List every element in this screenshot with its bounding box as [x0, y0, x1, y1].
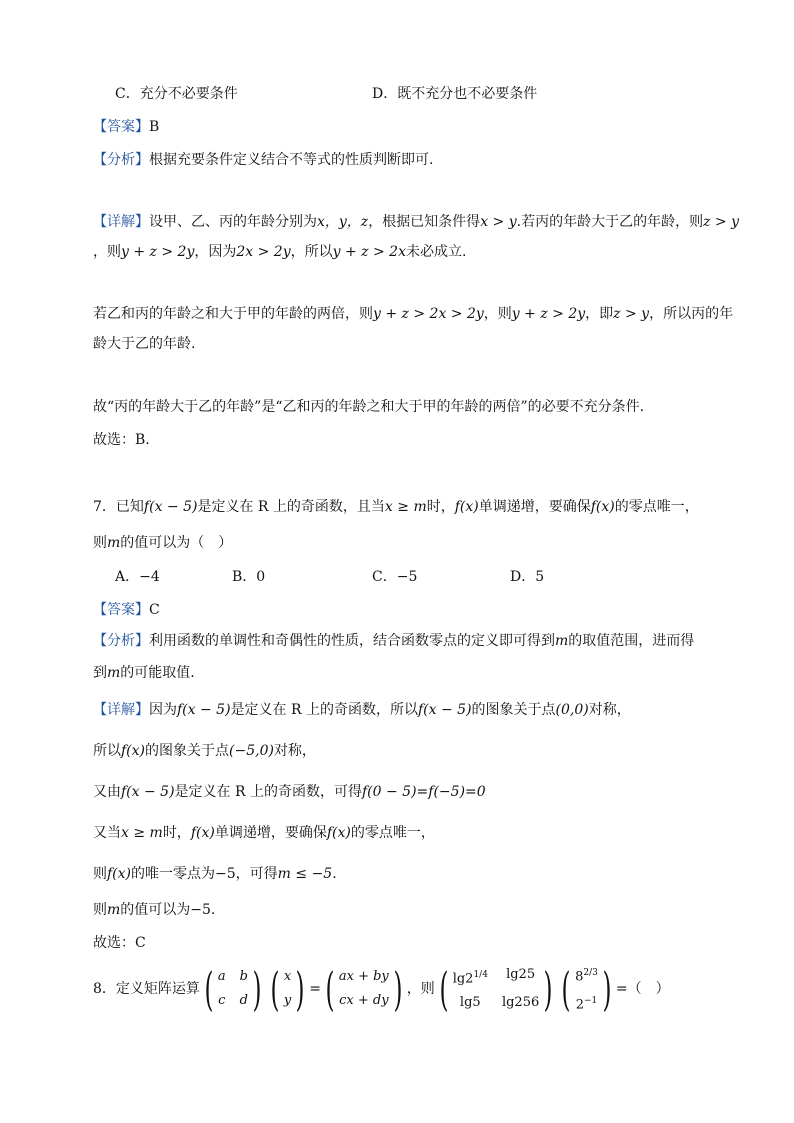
- cell: c: [218, 993, 226, 1008]
- math: f(x − 5): [418, 702, 472, 718]
- text: ，所以: [290, 244, 333, 260]
- math: f(0 − 5)=f(−5)=0: [362, 784, 486, 800]
- math: z > y: [703, 214, 739, 230]
- text: 是定义在 R 上的奇函数，所以: [230, 702, 418, 718]
- math: (0,0): [555, 702, 589, 718]
- q7-detail-line3: [93, 782, 486, 802]
- equals: =: [309, 981, 321, 997]
- math: f(x): [590, 499, 615, 515]
- math: x，y，z: [317, 214, 369, 230]
- q7-analysis-line2: [93, 663, 195, 683]
- text: 所以: [93, 743, 121, 759]
- q7-analysis-line1: [93, 631, 694, 651]
- cell: b: [239, 969, 248, 984]
- math: y + z > 2y: [121, 244, 195, 260]
- q7-choose: 故选：C: [93, 935, 146, 951]
- analysis-text: 根据充要条件定义结合不等式的性质判断即可.: [149, 152, 434, 168]
- matrix-cells: [218, 967, 248, 1011]
- text: 7．已知: [93, 499, 144, 515]
- q6-option-d: D．既不充分也不必要条件: [372, 86, 538, 102]
- q7-detail-line5: [93, 864, 337, 884]
- vector-cells: [284, 967, 291, 1011]
- detail-tag: 【详解】: [93, 702, 149, 718]
- matrix-1: [200, 962, 266, 1016]
- text: ，因为: [194, 244, 237, 260]
- answer-tag: 【答案】: [93, 119, 149, 135]
- right-paren: ): [295, 962, 305, 1016]
- cell: $2^{-1}$: [575, 996, 598, 1013]
- text: 单调递增，要确保: [478, 499, 591, 515]
- text: .: [332, 866, 337, 882]
- text: ，根据已知条件得: [368, 214, 481, 230]
- text: 的图象关于点: [145, 743, 230, 759]
- right-paren: ): [543, 961, 553, 1016]
- math: f(x − 5): [177, 702, 231, 718]
- math: f(x − 5): [121, 784, 175, 800]
- matrix-2: [435, 961, 557, 1016]
- text: ，则: [406, 981, 435, 997]
- detail-tag: 【详解】: [93, 214, 149, 230]
- cell: lg25: [506, 966, 536, 982]
- matrix-cells: [453, 965, 540, 1013]
- cell: x: [283, 969, 292, 984]
- q7-detail-line1: [93, 700, 631, 720]
- q7-stem-line2: [93, 533, 232, 553]
- q7-option-d: D．5: [510, 569, 545, 585]
- math: f(x): [190, 825, 215, 841]
- q7-detail-line4: [93, 823, 435, 843]
- analysis-tag: 【分析】: [93, 152, 149, 168]
- text: ，即: [585, 306, 614, 322]
- text: 则: [93, 535, 107, 551]
- cell: lg5: [459, 995, 481, 1011]
- text: 的可能取值.: [120, 665, 195, 681]
- math: m: [107, 902, 121, 918]
- vector-1: [266, 962, 309, 1016]
- result-vector: [321, 962, 407, 1016]
- text: ，所以丙的年: [649, 306, 734, 322]
- math: f(x): [107, 866, 132, 882]
- q6-analysis: [93, 150, 433, 170]
- left-paren: (: [325, 962, 335, 1016]
- left-paren: (: [561, 962, 571, 1016]
- q6-paragraph2-line1: [93, 304, 733, 324]
- text: 的值可以为（ ）: [120, 535, 233, 551]
- text: 的图象关于点: [471, 702, 556, 718]
- answer-tag: 【答案】: [93, 602, 149, 618]
- text: 的取值范围，进而得: [568, 633, 695, 649]
- math: z > y: [613, 306, 650, 322]
- analysis-tag: 【分析】: [93, 633, 149, 649]
- q8-stem: [93, 962, 670, 1016]
- text: 对称，: [588, 702, 631, 718]
- math: m: [107, 665, 121, 681]
- q7-option-a: A．−4: [115, 569, 160, 585]
- q6-choose: 故选：B.: [93, 432, 150, 448]
- text: 又当: [93, 825, 121, 841]
- text: ，则: [483, 306, 512, 322]
- math: x > y: [480, 214, 517, 230]
- text: 又由: [93, 784, 121, 800]
- text: 是定义在 R 上的奇函数，且当: [197, 499, 385, 515]
- math: 2x > 2y: [236, 244, 291, 260]
- text: 的零点唯一，: [350, 825, 435, 841]
- vector-cells: [339, 967, 389, 1011]
- text: 则: [93, 902, 107, 918]
- text: 到: [93, 665, 107, 681]
- text: 对称，: [273, 743, 316, 759]
- text: 的唯一零点为−5，可得: [131, 866, 278, 882]
- text: 是定义在 R 上的奇函数，可得: [174, 784, 362, 800]
- text: 未必成立.: [405, 244, 467, 260]
- text: ，则: [93, 244, 121, 260]
- math: f(x): [121, 743, 146, 759]
- math: f(x): [454, 499, 479, 515]
- cell: a: [217, 969, 226, 984]
- text: 的值可以为−5.: [120, 902, 216, 918]
- text: 时，: [162, 825, 191, 841]
- cell: $\lg 2^{1/4}$: [452, 969, 488, 987]
- math: (−5,0): [229, 743, 274, 759]
- vector-cells: [575, 963, 598, 1016]
- left-paren: (: [270, 962, 280, 1016]
- text: 则: [93, 866, 107, 882]
- math: y + z > 2x: [332, 244, 406, 260]
- q7-option-c: C．−5: [372, 569, 418, 585]
- q7-option-b: B．0: [232, 569, 266, 585]
- text: 因为: [149, 702, 177, 718]
- left-paren: (: [204, 962, 214, 1016]
- text: 的零点唯一，: [614, 499, 699, 515]
- math: m: [555, 633, 569, 649]
- text: =（ ）: [615, 981, 670, 997]
- q6-answer: [93, 117, 159, 137]
- math: x ≥ m: [384, 499, 427, 515]
- text: 单调递增，要确保: [214, 825, 327, 841]
- math: x ≥ m: [121, 825, 163, 841]
- q6-paragraph2-line2: 龄大于乙的年龄.: [93, 336, 196, 352]
- vector-2: [557, 963, 616, 1016]
- text: 利用函数的单调性和奇偶性的性质，结合函数零点的定义即可得到: [149, 633, 555, 649]
- left-paren: (: [439, 961, 449, 1016]
- math: f(x − 5): [143, 499, 198, 515]
- q6-detail-line1: [93, 212, 739, 232]
- math: m: [107, 535, 121, 551]
- math: y + z > 2x > 2y: [373, 306, 484, 322]
- q6-option-c: C．充分不必要条件: [115, 86, 238, 102]
- q7-answer: [93, 600, 160, 620]
- q6-paragraph3: 故“丙的年龄大于乙的年龄”是“乙和丙的年龄之和大于甲的年龄的两倍”的必要不充分条件.: [93, 399, 645, 415]
- cell: lg256: [501, 995, 540, 1011]
- q6-detail-line2: [93, 242, 466, 262]
- right-paren: ): [393, 962, 403, 1016]
- math: m ≤ −5: [277, 866, 333, 882]
- q7-stem-line1: [93, 497, 699, 517]
- cell: cx + dy: [339, 993, 389, 1008]
- math: f(x): [326, 825, 351, 841]
- answer-value: B: [149, 119, 160, 135]
- right-paren: ): [602, 962, 612, 1016]
- cell: $8^{2/3}$: [575, 967, 598, 984]
- right-paren: ): [252, 962, 262, 1016]
- math: y + z > 2y: [511, 306, 586, 322]
- answer-value: C: [149, 602, 160, 618]
- cell: y: [283, 993, 292, 1008]
- text: .若丙的年龄大于乙的年龄，则: [516, 214, 704, 230]
- text: 若乙和丙的年龄之和大于甲的年龄的两倍，则: [93, 306, 373, 322]
- q7-detail-line6: [93, 900, 215, 920]
- text: 时，: [426, 499, 455, 515]
- cell: d: [239, 993, 248, 1008]
- q7-detail-line2: [93, 741, 316, 761]
- cell: ax + by: [338, 969, 389, 984]
- text: 8．定义矩阵运算: [93, 981, 200, 997]
- text: 设甲、乙、丙的年龄分别为: [149, 214, 317, 230]
